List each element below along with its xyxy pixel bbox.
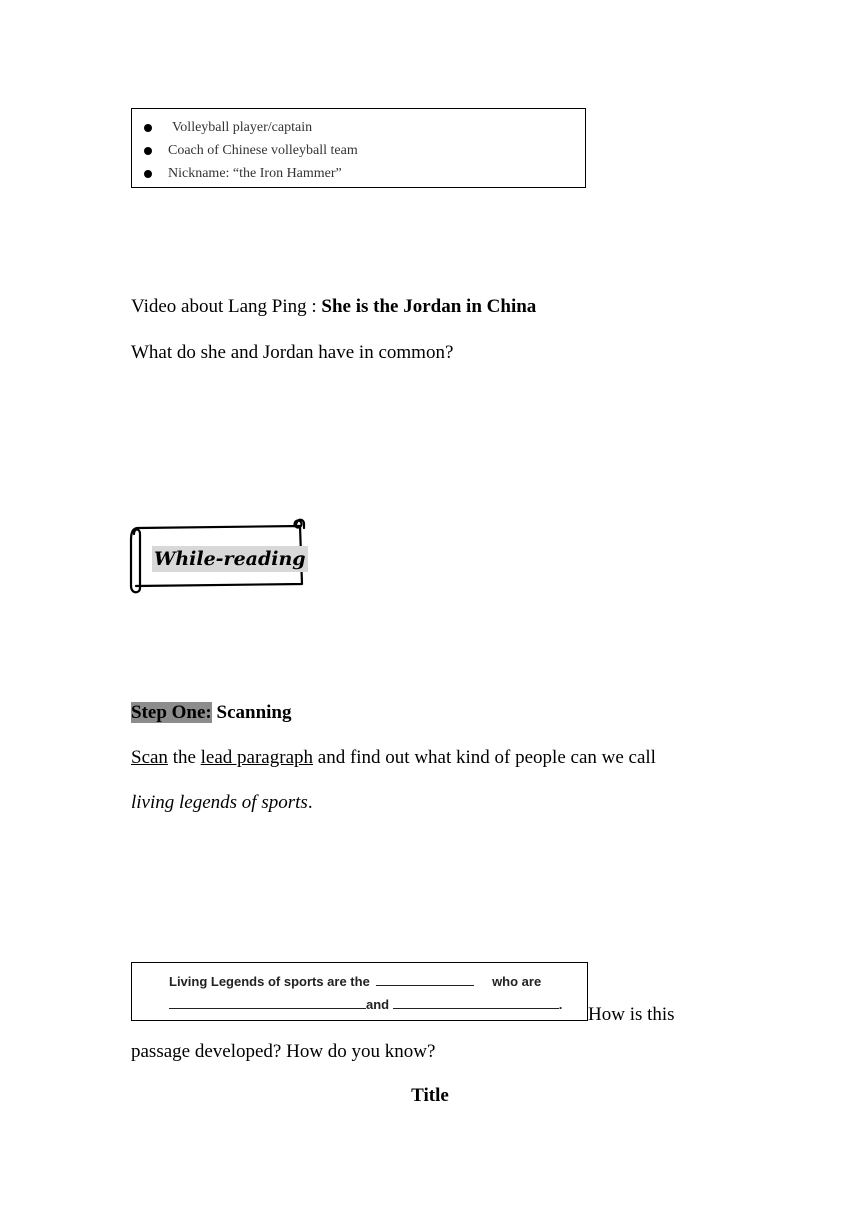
- instruction-text: and find out what kind of people can we call: [313, 747, 656, 768]
- title-label: Title: [411, 1085, 449, 1106]
- scan-instruction-line2: [131, 791, 313, 815]
- step-label: Step One:: [131, 702, 212, 723]
- fill-blank[interactable]: [393, 996, 559, 1009]
- list-item-text: Nickname: “the Iron Hammer”: [168, 166, 342, 181]
- video-line: [131, 295, 536, 319]
- list-item-text: Coach of Chinese volleyball team: [168, 143, 358, 158]
- list-item: [144, 139, 585, 162]
- banner-label: While-reading: [154, 548, 306, 570]
- fill-text: who are: [492, 974, 542, 989]
- while-reading-banner: [128, 514, 308, 596]
- step-name: Scanning: [211, 702, 292, 723]
- instruction-text: .: [307, 792, 313, 813]
- fill-line-1: [169, 973, 541, 989]
- bullet-icon: [144, 124, 152, 132]
- scan-instruction: [131, 746, 656, 770]
- profile-box: [131, 108, 586, 188]
- fill-text: .: [558, 997, 563, 1012]
- instruction-text: the: [167, 747, 201, 768]
- bullet-icon: [144, 147, 152, 155]
- definition-fill-box: [131, 962, 588, 1021]
- fill-text: Living Legends of sports are the: [169, 974, 370, 989]
- video-title: She is the Jordan in China: [321, 296, 537, 317]
- fill-blank[interactable]: [169, 996, 366, 1009]
- fill-text: and: [366, 997, 390, 1012]
- scan-word: Scan: [131, 747, 168, 768]
- developed-question-part2: passage developed? How do you know?: [131, 1041, 436, 1062]
- developed-question-part1: How is this: [588, 1004, 675, 1025]
- lead-paragraph-word: lead paragraph: [200, 747, 314, 768]
- list-item: [144, 162, 585, 185]
- fill-line-2: [169, 996, 562, 1012]
- fill-blank[interactable]: [376, 973, 474, 986]
- profile-list: [132, 109, 585, 185]
- step-one-heading: [131, 701, 291, 725]
- living-legends-phrase: living legends of sports: [131, 792, 308, 813]
- common-question: What do she and Jordan have in common?: [131, 342, 454, 363]
- list-item-text: Volleyball player/captain: [172, 120, 313, 135]
- list-item: [144, 116, 585, 139]
- bullet-icon: [144, 170, 152, 178]
- video-prefix: Video about Lang Ping :: [131, 296, 322, 317]
